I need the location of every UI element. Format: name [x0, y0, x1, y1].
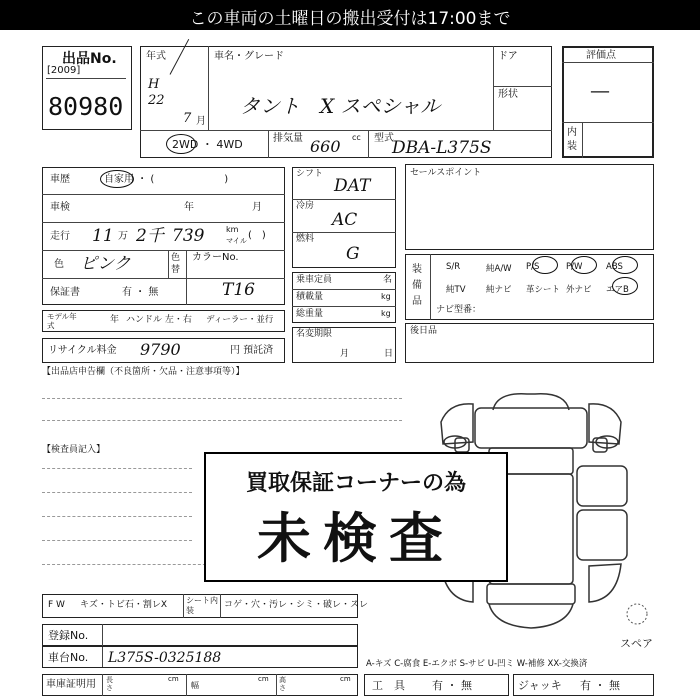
- shaken-month: 月: [252, 202, 262, 213]
- drive-2wd-circle: [166, 134, 196, 154]
- year-era: H: [148, 77, 160, 92]
- equipment-option: エアB: [606, 285, 629, 295]
- gross-label: 総重量: [296, 309, 324, 319]
- model-code-label: 型式: [374, 133, 394, 144]
- displacement-label: 排気量: [273, 133, 303, 144]
- registration-label: 登録No.: [48, 629, 89, 642]
- equipment-label: 装備品: [412, 264, 422, 307]
- right-rear-door: [577, 510, 627, 560]
- abs-circle: [612, 256, 638, 274]
- color-no-value: T16: [222, 280, 255, 300]
- color-no-label: カラーNo.: [192, 252, 239, 263]
- meigi-day: 日: [384, 349, 394, 359]
- seat-label: シート内装: [186, 596, 218, 615]
- color-change-label: 色替: [171, 253, 181, 275]
- history-private-circle: [100, 170, 134, 188]
- lot-number: 80980: [48, 92, 124, 121]
- right-rear-panel: [589, 564, 621, 602]
- load-unit: kg: [381, 292, 391, 301]
- hood-outline: [475, 408, 587, 448]
- meigi-month: 月: [340, 349, 350, 359]
- body-shape-label: 形状: [498, 89, 518, 100]
- capacity-label: 乗車定員: [296, 275, 333, 285]
- month-unit: 月: [196, 116, 206, 127]
- jack-label: ジャッキ: [518, 679, 562, 692]
- equipment-option: 純A/W: [486, 264, 512, 274]
- pw-circle: [571, 256, 597, 274]
- right-front-door: [577, 466, 627, 506]
- history-label: 車歴: [50, 174, 70, 185]
- warranty-options: 有 ・ 無: [122, 287, 159, 298]
- right-mirror: [593, 438, 607, 452]
- chassis-label: 車台No.: [48, 651, 89, 664]
- warranty-label: 保証書: [50, 287, 80, 298]
- rear-bumper-outline: [489, 604, 573, 628]
- seller-notes-label: 【出品店申告欄（不良箇所・欠品・注意事項等）】: [42, 367, 245, 377]
- left-mirror: [455, 438, 469, 452]
- interior-label: 内装: [567, 127, 577, 152]
- damage-legend: A-キズ C-腐食 E-エクボ S-サビ U-凹ミ W-補修 XX-交換済: [366, 659, 588, 669]
- mileage-thousand: 2千: [136, 226, 164, 246]
- sales-point-label: セールスポイント: [410, 168, 482, 178]
- capacity-unit: 名: [383, 275, 393, 285]
- drive-label: 2WD ・ 4WD: [172, 138, 243, 151]
- model-year-label: モデル年式: [47, 312, 77, 330]
- car-name-value: タント X スペシャル: [240, 94, 441, 118]
- door-label: ドア: [498, 51, 518, 62]
- lot-number-label: 出品No.: [62, 51, 117, 67]
- equipment-option: P/S: [526, 262, 540, 272]
- displacement-unit: cc: [352, 133, 361, 142]
- year-label: 年式: [146, 51, 166, 62]
- dim-height-label: 高さ: [279, 676, 286, 692]
- dim-length-unit: cm: [168, 675, 179, 683]
- dim-height-unit: cm: [340, 675, 351, 683]
- after-parts-label: 後日品: [410, 326, 438, 336]
- fuel-label: 燃料: [296, 234, 315, 244]
- equipment-option: 革シート: [526, 285, 561, 295]
- seat-text: コゲ・穴・汚レ・シミ・破レ・スレ: [224, 600, 369, 610]
- mileage-paren: ( ): [248, 230, 266, 241]
- equipment-option: P/W: [566, 262, 583, 272]
- load-label: 積載量: [296, 292, 324, 302]
- shaken-year: 年: [184, 202, 194, 213]
- gross-unit: kg: [381, 309, 391, 318]
- model-code-value: DBA-L375S: [392, 138, 492, 158]
- lot-year-tag: [2009]: [47, 65, 81, 76]
- color-value: ピンク: [80, 254, 131, 274]
- model-year-handle: ハンドル 左・右: [126, 315, 192, 325]
- mileage-label: 走行: [50, 231, 70, 242]
- displacement-value: 660: [310, 137, 341, 156]
- equipment-option: S/R: [446, 262, 461, 272]
- meigi-label: 名変期限: [296, 329, 333, 339]
- dim-width-unit: cm: [258, 675, 269, 683]
- grade-label: 評価点: [586, 50, 616, 61]
- lot-underline: [46, 78, 126, 79]
- history-options: 自家用 ・ ( ): [104, 174, 229, 185]
- tools-options: 有 ・ 無: [432, 679, 472, 692]
- mileage-km: km: [226, 225, 239, 234]
- equipment-option: 純ナビ: [486, 285, 512, 295]
- inspector-label: 【検査員記入】: [42, 445, 106, 455]
- recycle-unit: 円 預託済: [230, 345, 274, 356]
- mileage-rest: 739: [172, 226, 205, 246]
- recycle-label: リサイクル料金: [48, 345, 117, 356]
- jack-options: 有 ・ 無: [580, 679, 620, 692]
- year-value: 22: [148, 93, 165, 108]
- equipment-option: 外ナビ: [566, 285, 592, 295]
- car-name-label: 車名・グレード: [214, 51, 284, 62]
- shift-value: DAT: [334, 176, 371, 196]
- chassis-value: L375S-0325188: [108, 650, 222, 666]
- fuel-value: G: [346, 244, 360, 264]
- dim-width-label: 幅: [191, 681, 199, 690]
- airbag-circle: [612, 277, 638, 295]
- model-year-year: 年: [110, 315, 120, 325]
- color-label: 色: [54, 259, 64, 270]
- stamp-line-2: 未検査: [257, 507, 455, 570]
- dim-length-label: 長さ: [106, 676, 113, 692]
- month-value: 7: [183, 111, 192, 126]
- aircon-value: AC: [332, 210, 358, 230]
- tools-label: 工 具: [372, 679, 405, 692]
- mileage-mile: マイル: [226, 237, 247, 245]
- equipment-option: 純TV: [446, 285, 466, 295]
- mileage-man-unit: 万: [118, 231, 128, 242]
- mileage-man: 11: [92, 226, 114, 246]
- fw-label: F W: [48, 600, 65, 610]
- equipment-option: ABS: [606, 262, 623, 272]
- fw-text: キズ・トビ石・割レX: [80, 600, 167, 610]
- grade-value: —: [590, 78, 610, 102]
- registration-row: [42, 624, 358, 646]
- ps-circle: [532, 256, 558, 274]
- navi-model-label: ナビ型番：: [436, 305, 482, 315]
- stamp-line-1: 買取保証コーナーの為: [245, 471, 466, 496]
- model-year-dealer: ディーラー・並行: [206, 315, 274, 325]
- banner-text: この車両の土曜日の搬出受付は17:00まで: [189, 9, 511, 29]
- after-parts-box: [405, 323, 654, 363]
- spare-label: スペア: [620, 637, 653, 650]
- shaken-label: 車検: [50, 202, 70, 213]
- shift-label: シフト: [296, 169, 324, 179]
- spare-tire-icon: [627, 604, 647, 624]
- recycle-value: 9790: [140, 340, 181, 359]
- garage-cert-label: 車庫証明用: [46, 679, 96, 690]
- aircon-label: 冷房: [296, 201, 315, 211]
- rear-window: [487, 584, 575, 604]
